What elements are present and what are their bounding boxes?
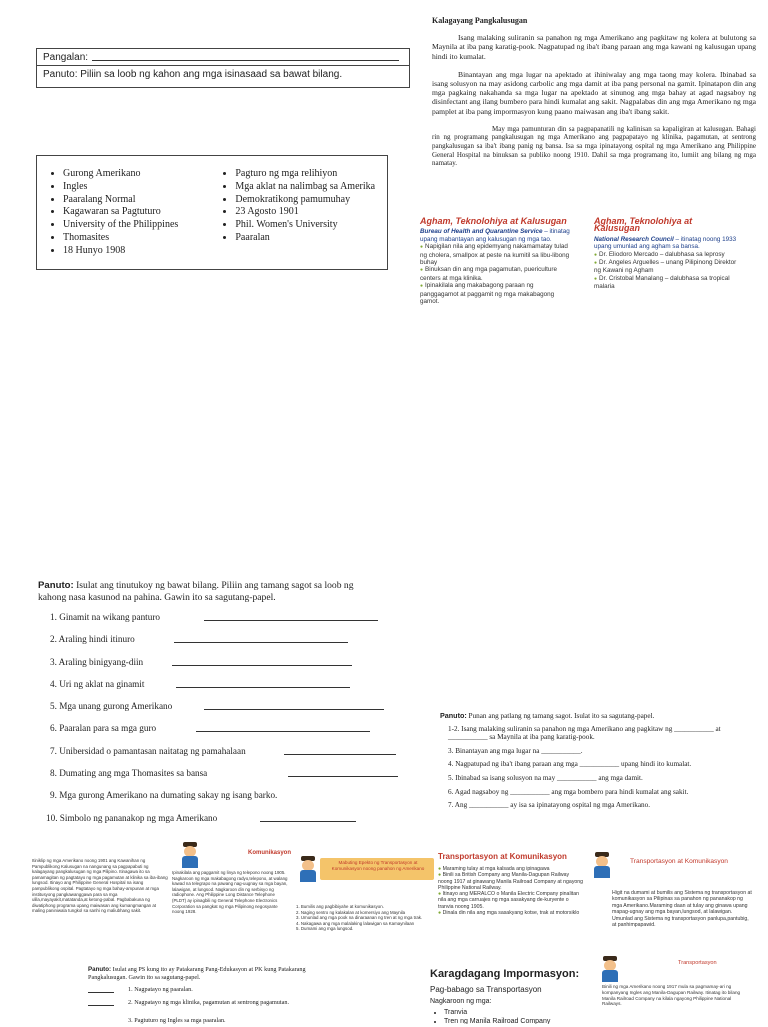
question-row [38, 679, 418, 701]
reading-paragraph: Binantayan ang mga lugar na apektado at ihiniwalay ang mga taong may kolera. Ibinabad sa isang solusyon na may asidong carbolic ang mga damit at iba pang personal na gamit. Ipinatapon din ang mga pagkaing nakahanda sa mga lugar na apektado at sinunog ang mga bahay at agad nagsaboy ng disinfectant ang ilang bumbero para hindi kumalat ang sakit. Nagpalabas din ang mga Amerikano ng mga pamplet at iba pang impormasyon kung paano maiwasan ang iba't ibang sakit. [432, 69, 756, 116]
poster5-text: Binili ng mga Amerikano noong 1917 mula sa pagmamay-ari ng kompanyang Ingles ang Manila-Dagupan Railway. Itinatag ito bilang Manila Railroad Company na kilala ngayong Philippine National Railways. [602, 984, 741, 1007]
word-item: • Pagturo ng mga relihiyon [235, 168, 381, 181]
question-row [38, 790, 418, 812]
inst3-item: 3. Pagtuturo ng Ingles sa mga paaralan. [128, 1017, 226, 1025]
question-text: 6. Paaralan para sa mga guro [50, 723, 157, 734]
answer-line[interactable] [204, 620, 378, 621]
answer-line[interactable] [196, 731, 370, 732]
karagdagang-impormasyon [430, 968, 590, 1024]
fillin-item: 3. Binantayan ang mga lugar na ___________. [448, 746, 583, 755]
instruction-bold: Panuto: [38, 580, 74, 591]
word-item: • Paaralan [235, 232, 381, 245]
name-row [43, 51, 403, 64]
agham-right-item: ● Dr. Angeles Arguelles – unang Pilipinong Direktor ng Kawani ng Agham [594, 259, 740, 275]
word-item: • 18 Hunyo 1908 [63, 245, 221, 258]
poster2-item: 2. Naging sentro ng kalakalan at komersiyo ang Maynila [296, 909, 406, 915]
question-row [38, 723, 418, 745]
word-item: • University of the Philippines [63, 219, 221, 232]
word-box [36, 155, 388, 270]
question-text: 8. Dumating ang mga Thomasites sa bansa [50, 768, 208, 779]
name-field[interactable] [92, 51, 399, 61]
instruction-block [38, 580, 368, 604]
poster-mabuting-epekto [294, 848, 436, 948]
agham-left-panel [420, 218, 570, 305]
fillin-item: 7. Ang ___________ ay isa sa ipinatayong ospital ng mga Amerikano. [448, 801, 651, 810]
poster-komunikasyon [30, 840, 292, 960]
student-icon [592, 852, 612, 878]
answer-line[interactable] [88, 1005, 114, 1006]
inst3-row [88, 1017, 328, 1027]
question-text: 10. Simbolo ng pananakop ng mga Amerikano [46, 812, 218, 823]
question-text: 7. Unibersidad o pamantasan naitatag ng pamahalaan [50, 745, 246, 756]
agham-left-list [420, 243, 570, 305]
inst3-item: 1. Nagpatayo ng paaralan. [128, 986, 193, 994]
reading-passage [432, 16, 756, 177]
agham-left-title: Agham, Teknolohiya at Kalusugan [420, 216, 567, 226]
answer-line[interactable] [172, 665, 352, 666]
name-box [36, 48, 410, 88]
inst3-rest: Isulat ang PS kung ito ay Patakarang Pang-Edukasyon at PK kung Patakarang Pangkalusugan. Gawin ito sa sagutang-papel. [88, 966, 306, 981]
name-label: Pangalan: [43, 52, 89, 63]
karagdagang-title: Karagdagang Impormasyon: [430, 968, 580, 980]
fillin-item: 6. Agad nagsaboy ng ___________ ang mga bombero para hindi kumalat ang sakit. [448, 787, 689, 796]
question-text: 9. Mga gurong Amerikano na dumating sakay ng isang barko. [50, 790, 278, 801]
question-row [38, 612, 418, 634]
student-icon [180, 842, 200, 868]
poster3-list [438, 866, 584, 916]
inst3-item: 2. Nagpatayo ng mga klinika, pagamutan at sentrong pagamutan. [128, 999, 290, 1007]
question-row [38, 768, 418, 790]
answer-line[interactable] [204, 709, 384, 710]
karagdagang-list [430, 1008, 590, 1024]
agham-right-panel [594, 218, 740, 291]
poster1-text: Itiniklip ng mga Amerikano noong 1901 ang Kawanihan ng Pampublikong Kalusugan na nangunang sa pagpapabuti ng kalagayang pangkalusugan ng mga Pilipino. Itinagawa ito sa pamamagitan ng pagtatayo ng mga pagamutan at klinika sa iba-ibang lungsod. Itinayo ang Philippine General Hospital na isang pampublikong ospital. Pagtatayo ng mga bahay-ampunan at mga institusyong pangkawanggawa para sa mga ulila,mayayakit,matatanda,at ketong-pabal. Pagbabakuna ng diwatiphong programa upang maiwasan ang kumangmangan at maling paniniwala tungkol sa sanhi ng maliubhang sakit. [32, 858, 168, 914]
question-row [38, 634, 418, 656]
agham-right-title: Agham, Teknolohiya at Kalusugan [594, 216, 693, 234]
karagdagang-item: • Tren ng Manila Railroad Company [444, 1017, 590, 1024]
poster1-heading: Komunikasyon [248, 850, 292, 856]
poster2-list [296, 904, 434, 932]
answer-line[interactable] [288, 776, 398, 777]
karagdagang-item: • Tranvia [444, 1008, 590, 1017]
question-list [38, 612, 418, 835]
answer-line[interactable] [260, 821, 356, 822]
poster-transportasyon-right [588, 848, 756, 960]
answer-line[interactable] [174, 642, 348, 643]
question-row [38, 701, 418, 723]
poster1-text2: Ipinakilala ang paggamit ng linya ng telepono noong 1905. Nagkaroon ng mga makabagong radyo,telepono, at walang kawad na telegrapo na pawang nag-uugnay sa mga bayan, lalawigan, at lungsod. Nagkaroon din ng serbisyo ng radiophone. Ang Philippine Long Distance Telephone (PLDT) ay ipinagbili ng General Telephone Electronics Corporation sa pangkat ng mga Pilipinong negosyante noong 1928. [172, 870, 288, 915]
karagdagang-line: Nagkaroon ng mga: [430, 998, 492, 1005]
poster4-heading: Transportasyon at Komunikasyon [630, 858, 728, 865]
reading-paragraph: Isang malaking suliranin sa panahon ng mga Amerikano ang pagkitaw ng kolera at bulutong sa Maynila at iba pang karatig-pook. Nagpatupad ng iba't ibang paraan ang mga kawani ng kalusugan upang hindi ito kumalat. [432, 33, 756, 61]
poster3-item: ● Binili sa British Company ang Manila-Dagupan Railway noong 1917 at ginawang Manila Railroad Company at ngayong Philippine National Railway. [438, 872, 584, 891]
question-text: 5. Mga unang gurong Amerikano [50, 701, 173, 712]
instruction-rest: Isulat ang tinutukoy ng bawat bilang. Piliin ang tamang sagot sa loob ng kahong nasa kasunod na pahina. Gawin ito sa sagutang-papel. [38, 580, 354, 603]
agham-right-lead: National Research Council [594, 235, 674, 243]
poster2-item: 3. Umunlad ang mga pook na dinaraanan ng tren at ng mga trak. [296, 915, 423, 921]
word-item: • Paaralang Normal [63, 194, 221, 207]
answer-line[interactable] [176, 687, 350, 688]
word-list-left [49, 168, 221, 263]
karagdagang-subtitle: Pag-babago sa Transportasyon [430, 985, 542, 994]
fill-in-section [440, 712, 754, 810]
student-icon [600, 956, 620, 982]
answer-line[interactable] [284, 754, 396, 755]
poster-transportasyon-komunikasyon [436, 850, 586, 960]
word-item: • Kagawaran sa Pagtuturo [63, 206, 221, 219]
poster2-heading: Mabuting Epekto ng Transportasyon at Komunikasyon noong panahon ng Amerikano [331, 860, 425, 871]
question-text: 2. Araling hindi itinuro [50, 634, 135, 645]
word-item: • Ingles [63, 181, 221, 194]
question-text: 4. Uri ng aklat na ginamit [50, 678, 145, 689]
inst3-row [88, 999, 328, 1017]
inst3-row [88, 986, 328, 996]
agham-right-item: ● Dr. Cristobal Manalang – dalubhasa sa tropical malaria [594, 275, 740, 291]
agham-left-lead: Bureau of Health and Quarantine Service [420, 228, 543, 236]
fillin-item: 4. Nagpatupad ng iba't ibang paraan ang mga ___________ upang hindi ito kumalat. [448, 760, 692, 769]
word-item: • Mga aklat na nalimbag sa Amerika [235, 181, 381, 194]
inst3-bold: Panuto: [88, 966, 112, 973]
poster2-item: 1. Bumilis ang pagbibiyahe at komunikasyon. [296, 904, 384, 909]
poster4-text: Higit na dumami at bumilis ang Sistema ng transportasyon at komunikasyon sa Pilipinas sa panahon ng pananakop ng mga Amerikano.Maraming daan at tulay ang ginawa upang mapag-ugnay ang mga bayan,lungsod, at lalawigan. Umunlad ang Sistema ng transportasyon panlupa,pantubig, at panhimpapawid. [612, 890, 752, 929]
poster2-item: 4. Nakagawa ang mga malalaking lalawigan sa Kamaynilaan [296, 920, 415, 926]
fillin-item: 1-2. Isang malaking suliranin sa panahon ng mga Amerikano ang pagkitaw ng ___________ at ___________ sa Maynila at iba pang karatig-pook. [448, 724, 721, 742]
poster-transportasyon-bottom [596, 954, 756, 1024]
question-text: 3. Araling binigyang-diin [50, 656, 144, 667]
agham-left-item: ● Napigilan nila ang epidemyang nakamamatay tulad ng cholera, smallpox at peste na kumitil sa libu-libong buhay [420, 243, 570, 266]
question-row [38, 657, 418, 679]
instruction-text: Panuto: Piliin sa loob ng kahon ang mga isinasaad sa bawat bilang. [43, 69, 343, 80]
student-icon [298, 856, 318, 882]
answer-line[interactable] [88, 992, 114, 993]
agham-right-lead-rest: – itinatag noong 1933 upang umunlad ang agham sa bansa. [594, 235, 737, 251]
agham-left-lead-rest: – itinatag upang mabantayan ang kalusugan ng mga tao. [420, 228, 570, 243]
reading-title: Kalagayang Pangkalusugan [432, 16, 528, 25]
poster3-heading: Transportasyon at Komunikasyon [438, 852, 567, 861]
word-item: • Phil. Women's University [235, 219, 381, 232]
fillin-rest: Punan ang patlang ng tamang sagot. Isulat ito sa sagutang-papel. [466, 712, 655, 720]
word-item: • Thomasites [63, 232, 221, 245]
poster3-item: ● Dinala din nila ang mga sasakyang kotse, trak at motorsiklo [438, 910, 580, 917]
agham-left-item: ● Ipinakilala ang makabagong paraan ng panggagamot at paggamit ng mga makabagong gamot. [420, 282, 570, 305]
poster3-item: ● Itinayo ang MERALCO o Manila Electric Company pinalitan nila ang mga carruajes ng mga sasakyang de-kuryente o tranvia noong 1905. [438, 891, 579, 910]
fillin-item: 5. Ibinabad sa isang solusyon na may ___________ ang mga damit. [448, 773, 643, 782]
word-item: • Demokratikong pamumuhay [235, 194, 381, 207]
poster2-item: 5. Dumami ang mga lungsod. [296, 926, 354, 932]
agham-right-item: ● Dr. Eliodoro Mercado – dalubhasa sa leprosy [594, 251, 740, 259]
word-item: • 23 Agosto 1901 [235, 206, 381, 219]
poster5-heading: Transportasyon [678, 960, 717, 966]
word-item: • Gurong Amerikano [63, 168, 221, 181]
reading-paragraph: May mga pamunturan din sa pagpapanatili ng kalinisan sa kapaligiran at kalusugan. Bahagi rin ng programang pangkalusugan ng mga Amerikano ang pagpapatayo ng klinika, pagamutan, at sentrong pangkalusugan sa iba't ibang panig ng bansa. Isa sa mga ipinatayong ospital ng mga Amerikano ang Philippine General Hospital na binuksan sa publiko noong 1910. Dahil sa mga programang ito, lumiit ang bilang ng mga namatay. [432, 124, 756, 168]
word-list-right [221, 168, 381, 263]
agham-right-list [594, 251, 740, 291]
instruction-ps-pk [88, 966, 328, 1027]
question-row [38, 813, 418, 835]
question-row [38, 746, 418, 768]
poster3-item: ● Maraming tulay at mga kalsada ang ipinagawa [438, 866, 550, 872]
agham-left-item: ● Binuksan din ang mga pagamutan, puericulture centers at mga klinika. [420, 266, 570, 282]
question-text: 1. Ginamit na wikang panturo [50, 612, 160, 622]
fillin-bold: Panuto: [440, 711, 467, 720]
